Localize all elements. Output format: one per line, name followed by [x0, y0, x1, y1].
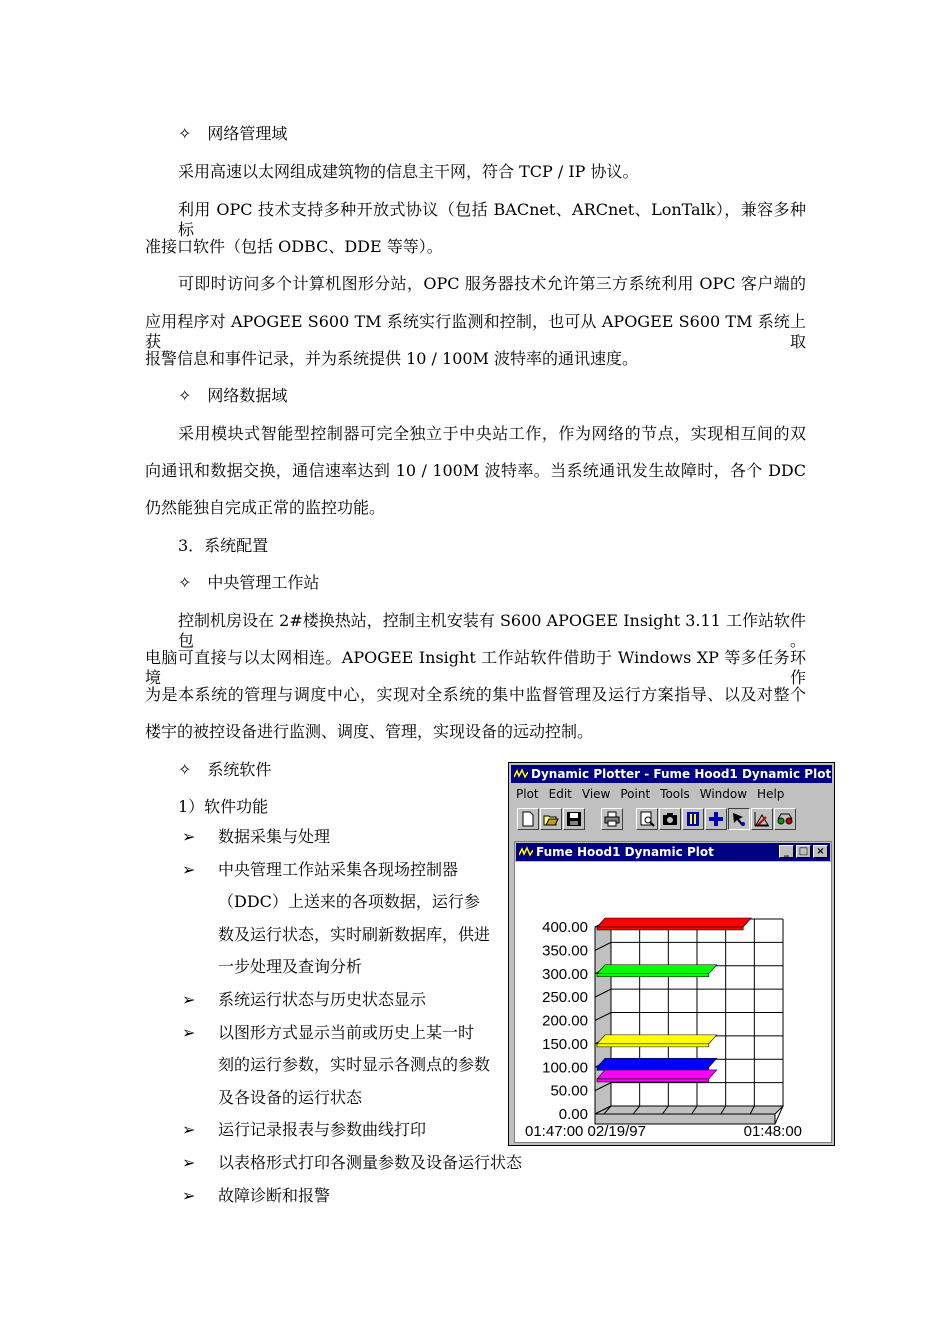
paragraph-controller-line2: 向通讯和数据交换，通信速率达到 10 / 100M 波特率。当系统通讯发生故障时，各个 DDC — [145, 461, 806, 480]
y-tick-label: 250.00 — [542, 989, 588, 1007]
arrow-bullet-icon: ➢ — [182, 1120, 196, 1139]
bar-top — [597, 965, 717, 974]
arrow-bullet-icon: ➢ — [182, 1023, 196, 1042]
paragraph-opc-line1: 利用 OPC 技术支持多种开放式协议（包括 BACnet、ARCnet、LonTalk），兼容多种标 — [178, 200, 806, 239]
heading-system-config: 3．系统配置 — [178, 536, 269, 555]
chart-icon[interactable] — [751, 808, 773, 830]
list-item-graphic-line2: 刻的运行参数，实时显示各测点的参数 — [218, 1055, 491, 1074]
bar-front — [597, 927, 743, 930]
paragraph-tcpip: 采用高速以太网组成建筑物的信息主干网，符合 TCP / IP 协议。 — [178, 162, 639, 181]
window-titlebar[interactable] — [511, 765, 832, 783]
zoom-icon[interactable] — [636, 808, 658, 830]
menu-bar — [511, 785, 832, 803]
list-item-central-collect-line4: 一步处理及查询分析 — [218, 957, 363, 976]
paragraph-controller-line1: 采用模块式智能型控制器可完全独立于中央站工作，作为网络的节点，实现相互间的双 — [178, 424, 806, 443]
x-axis-label-end: 01:48:00 — [743, 1123, 802, 1140]
menu-help[interactable]: Help — [757, 787, 785, 801]
x-axis-label-start: 01:47:00 02/19/97 — [525, 1123, 646, 1140]
dynamic-plot-chart — [515, 862, 831, 1142]
list-item-graphic-line3: 及各设备的运行状态 — [218, 1088, 363, 1107]
bar-front — [597, 1079, 709, 1082]
bar-front — [597, 1044, 709, 1047]
new-icon[interactable] — [517, 808, 539, 830]
y-tick-label: 400.00 — [542, 919, 588, 936]
bar-top — [597, 1070, 717, 1079]
heading-system-software: ✧ 系统软件 — [178, 760, 272, 779]
menu-plot[interactable]: Plot — [516, 787, 539, 801]
paragraph-station-line3: 为是本系统的管理与调度中心，实现对全系统的集中监督管理及运行方案指导、以及对整个 — [145, 685, 806, 704]
menu-window[interactable]: Window — [699, 787, 748, 801]
y-tick-label: 350.00 — [542, 942, 588, 960]
glasses-icon[interactable] — [774, 808, 796, 830]
menu-view[interactable]: View — [581, 787, 611, 801]
plot-child-window — [514, 841, 832, 1143]
heading-network-data: ✧ 网络数据域 — [178, 386, 288, 405]
menu-edit[interactable]: Edit — [548, 787, 572, 801]
y-tick-label: 150.00 — [542, 1035, 588, 1053]
list-item-fault-alarm: 故障诊断和报警 — [218, 1186, 331, 1205]
paragraph-station-line2: 电脑可直接与以太网相连。APOGEE Insight 工作站软件借助于 Windows XP 等多任务环境作 — [145, 648, 806, 687]
paragraph-station-line1: 控制机房设在 2#楼换热站，控制主机安装有 S600 APOGEE Insight 3.11 工作站软件包。 — [178, 611, 806, 650]
list-item-data-collection: 数据采集与处理 — [218, 827, 331, 846]
list-item-graphic-line1: 以图形方式显示当前或历史上某一时 — [218, 1023, 475, 1042]
child-titlebar[interactable] — [516, 843, 830, 861]
heading-software-functions: 1）软件功能 — [178, 797, 269, 816]
maximize-button[interactable]: □ — [796, 845, 811, 858]
y-tick-label: 300.00 — [542, 965, 588, 983]
list-item-table-print: 以表格形式打印各测量参数及设备运行状态 — [218, 1153, 523, 1172]
add-point-icon[interactable] — [705, 808, 727, 830]
window-title: Dynamic Plotter - Fume Hood1 Dynamic Plot — [531, 767, 832, 781]
plot-icon — [519, 846, 533, 858]
list-item-status-display: 系统运行状态与历史状态显示 — [218, 990, 427, 1009]
arrow-bullet-icon: ➢ — [182, 860, 196, 879]
list-item-central-collect-line1: 中央管理工作站采集各现场控制器 — [218, 860, 459, 879]
bar-top — [597, 918, 751, 927]
minimize-button[interactable]: _ — [779, 845, 794, 858]
child-title: Fume Hood1 Dynamic Plot — [536, 845, 714, 859]
pause-icon[interactable] — [682, 808, 704, 830]
open-icon[interactable] — [540, 808, 562, 830]
bar-front — [597, 974, 709, 977]
list-item-central-collect-line3: 数及运行状态，实时刷新数据库，供进 — [218, 925, 491, 944]
camera-icon[interactable] — [659, 808, 681, 830]
list-item-central-collect-line2: （DDC）上送来的各项数据，运行参 — [218, 892, 480, 911]
bar-top — [597, 1058, 717, 1067]
floor — [595, 1106, 783, 1114]
paragraph-access-line2: 应用程序对 APOGEE S600 TM 系统实行监测和控制，也可从 APOGEE S600 TM 系统上获取 — [145, 312, 806, 351]
menu-point[interactable]: Point — [620, 787, 651, 801]
bar-top — [597, 1035, 717, 1044]
arrow-bullet-icon: ➢ — [182, 1153, 196, 1172]
plotter-app-icon — [514, 768, 528, 780]
paragraph-opc-line2: 准接口软件（包括 ODBC、DDE 等等）。 — [145, 237, 443, 256]
paragraph-station-line4: 楼宇的被控设备进行监测、调度、管理，实现设备的远动控制。 — [145, 722, 594, 741]
y-tick-label: 50.00 — [550, 1082, 588, 1100]
paragraph-controller-line3: 仍然能独自完成正常的监控功能。 — [145, 498, 386, 517]
dynamic-plotter-window — [508, 762, 835, 1146]
save-icon[interactable] — [563, 808, 585, 830]
paragraph-access-line3: 报警信息和事件记录，并为系统提供 10 / 100M 波特率的通讯速度。 — [145, 349, 639, 368]
list-item-report-print: 运行记录报表与参数曲线打印 — [218, 1120, 427, 1139]
pointer-icon[interactable] — [728, 808, 750, 830]
y-tick-label: 100.00 — [542, 1059, 588, 1077]
print-icon[interactable] — [601, 808, 623, 830]
arrow-bullet-icon: ➢ — [182, 827, 196, 846]
y-tick-label: 200.00 — [542, 1012, 588, 1030]
menu-tools[interactable]: Tools — [660, 787, 690, 801]
close-button[interactable]: × — [813, 845, 828, 858]
heading-network-management: ✧ 网络管理域 — [178, 124, 288, 143]
heading-central-station: ✧ 中央管理工作站 — [178, 573, 320, 592]
y-tick-label: 0.00 — [558, 1106, 588, 1123]
arrow-bullet-icon: ➢ — [182, 990, 196, 1009]
paragraph-access-line1: 可即时访问多个计算机图形分站，OPC 服务器技术允许第三方系统利用 OPC 客户端的 — [178, 274, 806, 293]
arrow-bullet-icon: ➢ — [182, 1186, 196, 1205]
